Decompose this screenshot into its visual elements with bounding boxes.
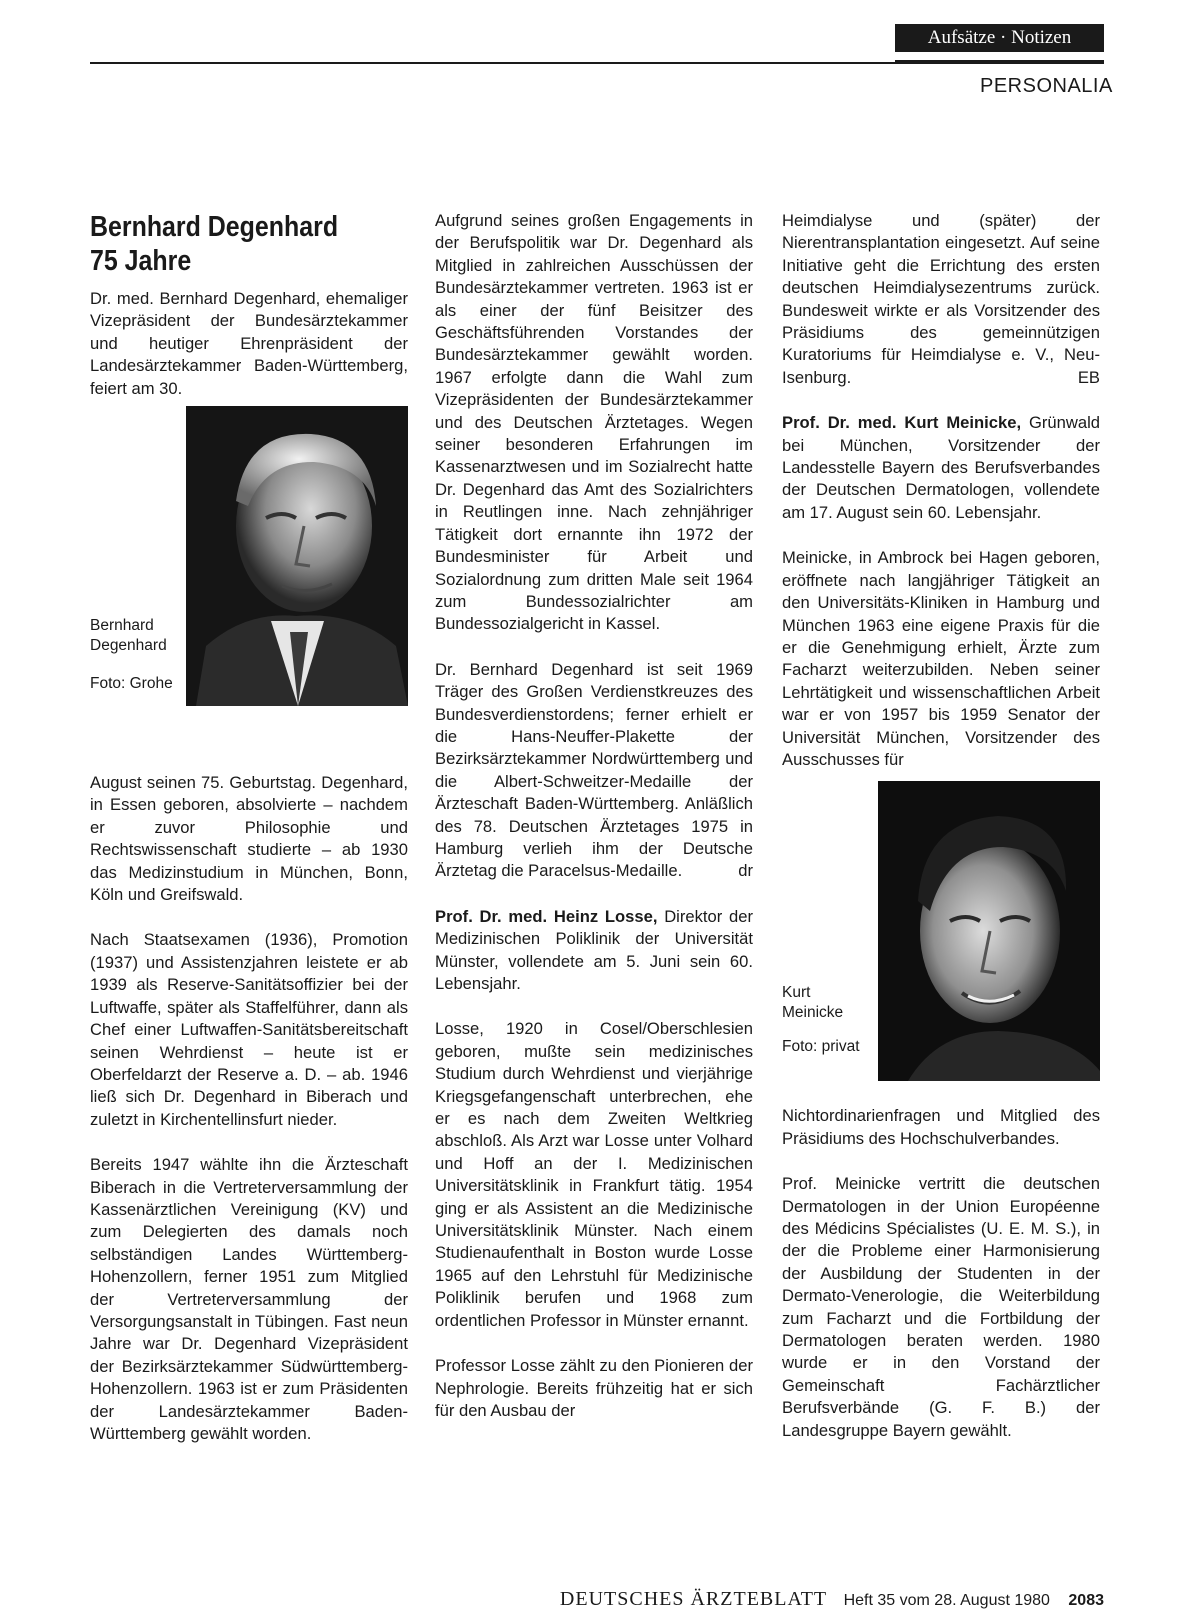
degenhard-photo-block [90, 406, 408, 758]
meinicke-paragraph-1 [782, 412, 1100, 524]
meinicke-paragraph-3: Nichtordinarienfragen und Mitglied des Präsidiums des Hochschulverbandes. [782, 1106, 1100, 1148]
degenhard-paragraph-4: Bereits 1947 wählte ihn die Ärzteschaft Biberach in die Vertreterversammlung der Kassenärztlichen Vereinigung (KV) und zum Delegierten des damals noch selbständigen Landes Württemberg-Hohenzollern, ferner 1951 zum Mitglied der Vertreterversammlung der Versorgungsanstalt in Tübingen. Fast neun Jahre war Dr. Degenhard Vizepräsident der Bezirksärztekammer Südwürttemberg-Hohenzollern. 1963 ist er zum Präsidenten der Landesärztekammer Baden-Württemberg gewählt worden. [90, 1155, 408, 1443]
publication-name: DEUTSCHES ÄRZTEBLATT [559, 1588, 828, 1610]
article-title-line-1: Bernhard Degenhard [90, 211, 339, 243]
meinicke-photo-caption: Kurt Meinicke [782, 984, 844, 1022]
header-rule-accent [895, 60, 1104, 64]
degenhard-portrait [186, 406, 408, 706]
degenhard-signature: dr [738, 861, 753, 881]
article-title [90, 210, 363, 278]
losse-signature: EB [1077, 367, 1100, 387]
degenhard-photo-caption: Bernhard Degenhard [90, 617, 167, 655]
meinicke-name: Prof. Dr. med. Kurt Meinicke, [782, 413, 1022, 433]
column-1 [90, 210, 408, 1445]
section-tag: Aufsätze · Notizen [895, 24, 1104, 52]
section-subtitle: PERSONALIA [980, 75, 1113, 97]
meinicke-photo-credit: Foto: privat [782, 1038, 860, 1056]
losse-paragraph-2: Losse, 1920 in Cosel/Oberschlesien geboren, mußte sein medizinisches Studium durch Wehrdienst und vierjährige Kriegsgefangenschaft unterbrechen, ehe er es nach dem Zweiten Weltkrieg abschloß. Als Arzt war Losse unter Volhard und Hoff an der I. Medizinischen Universitätsklinik in Frankfurt tätig. 1954 ging er als Assistent an die Medizinische Universitätsklinik Münster. Nach einem Studienaufenthalt in Boston wurde Losse 1965 auf den Lehrstuhl für Medizinische Poliklinik berufen und 1968 zum ordentlichen Professor in Münster ernannt. [435, 1019, 753, 1330]
degenhard-photo-credit: Foto: Grohe [90, 675, 173, 693]
column-2 [435, 210, 753, 1422]
meinicke-portrait [878, 781, 1100, 1081]
losse-paragraph-1 [435, 906, 753, 996]
meinicke-photo-block [782, 781, 1100, 1091]
meinicke-paragraph-1-text: Grünwald bei München, Vorsitzender der Landesstelle Bayern des Berufsverbandes der Deutschen Dermatologen, vollendete am 17. August sein 60. Lebensjahr. [782, 413, 1100, 522]
page-number: 2083 [1068, 1592, 1104, 1609]
degenhard-paragraph-2: August seinen 75. Geburtstag. Degenhard, in Essen geboren, absolvierte – nachdem er zuvor Philosophie und Rechtswissenschaft studierte – ab 1930 das Medizinstudium in München, Bonn, Köln und Greifswald. [90, 773, 408, 905]
column-3 [782, 210, 1100, 1442]
losse-paragraph-1-text: Direktor der Medizinischen Poliklinik der Universität Münster, vollendete am 5. Juni sein 60. Lebensjahr. [435, 906, 753, 993]
losse-paragraph-3: Professor Losse zählt zu den Pionieren der Nephrologie. Bereits frühzeitig hat er sich für den Ausbau der [435, 1356, 753, 1420]
losse-name: Prof. Dr. med. Heinz Losse, [435, 906, 658, 926]
article-title-line-2: 75 Jahre [90, 245, 192, 277]
degenhard-paragraph-3: Nach Staatsexamen (1936), Promotion (1937) und Assistenzjahren leistete er ab 1939 als Reserve-Sanitätsoffizier bei der Luftwaffe, später als Staffelführer, dann als Chef einer Luftwaffen-Sanitätsbereitschaft seinen Wehrdienst – heute ist er Oberfeldarzt der Reserve a. D. – ab. 1946 ließ sich Dr. Degenhard in Biberach und zuletzt in Kirchentellinsfurt nieder. [90, 930, 408, 1129]
issue-info: Heft 35 vom 28. August 1980 [843, 1592, 1050, 1609]
meinicke-paragraph-2: Meinicke, in Ambrock bei Hagen geboren, eröffnete nach langjähriger Tätigkeit an den Universitäts-Kliniken in Hamburg und München 1963 eine eigene Praxis für die er die Genehmigung erhielt, Ärzte zum Facharzt weiterzubilden. Neben seiner Lehrtätigkeit und wissenschaftlichen Arbeit war er von 1957 bis 1959 Senator der Universität München, Vorsitzender des Ausschusses für [782, 548, 1100, 769]
degenhard-paragraph-1: Dr. med. Bernhard Degenhard, ehemaliger Vizepräsident der Bundesärztekammer und heutiger Ehrenpräsident der Landesärztekammer Baden-Württemberg, feiert am 30. [90, 289, 408, 398]
page-footer [440, 1588, 1104, 1611]
degenhard-paragraph-6-text: Dr. Bernhard Degenhard ist seit 1969 Träger des Großen Verdienstkreuzes des Bundesverdienstordens; ferner erhielt er die Hans-Neuffer-Plakette der Bezirksärztekammer Nordwürttemberg und die Albert-Schweitzer-Medaille der Ärzteschaft Baden-Württemberg. Anläßlich des 78. Deutschen Ärztetages 1975 in Hamburg verlieh ihm der Deutsche Ärztetag die Paracelsus-Medaille. [435, 659, 753, 881]
meinicke-paragraph-4: Prof. Meinicke vertritt die deutschen Dermatologen in der Union Européenne des Médicins Spécialistes (U. E. M. S.), in der die Probleme einer Harmonisierung der Ausbildung der Studenten in der Dermato-Venerologie, die Weiterbildung zum Facharzt und die Fortbildung der Dermatologen beraten werden. 1980 wurde er in den Vorstand der Gemeinschaft Fachärztlicher Berufsverbände (G. F. B.) der Landesgruppe Bayern gewählt. [782, 1174, 1100, 1440]
meinicke-portrait-image [878, 781, 1100, 1081]
losse-paragraph-4 [782, 210, 1100, 389]
losse-paragraph-4-text: Heimdialyse und (später) der Nierentransplantation eingesetzt. Auf seine Initiative geht die Errichtung des ersten deutschen Heimdialysezentrums zurück. Bundesweit wirkte er als Vorsitzender des Präsidiums des gemeinnützigen Kuratoriums für Heimdialyse e. V., Neu-Isenburg. [782, 211, 1100, 387]
degenhard-paragraph-5: Aufgrund seines großen Engagements in der Berufspolitik war Dr. Degenhard als Mitglied in zahlreichen Ausschüssen der Bundesärztekammer vertreten. 1963 ist er als einer der fünf Beisitzer des Geschäftsführenden Vorstandes der Bundesärztekammer gewählt worden. 1967 erfolgte dann die Wahl zum Vizepräsidenten der Bundesärztekammer und des Deutschen Ärztetages. Wegen seiner besonderen Erfahrungen im Kassenarztwesen und im Sozialrecht hatte Dr. Degenhard das Amt des Sozialrichters in Reutlingen inne. Nach zehnjähriger Tätigkeit dort ernannte ihn 1972 der Bundesminister für Arbeit und Sozialordnung zum dritten Male seit 1964 zum Bundessozialrichter am Bundessozialgericht in Kassel. [435, 211, 753, 634]
degenhard-paragraph-6 [435, 659, 753, 883]
degenhard-portrait-image [186, 406, 408, 706]
